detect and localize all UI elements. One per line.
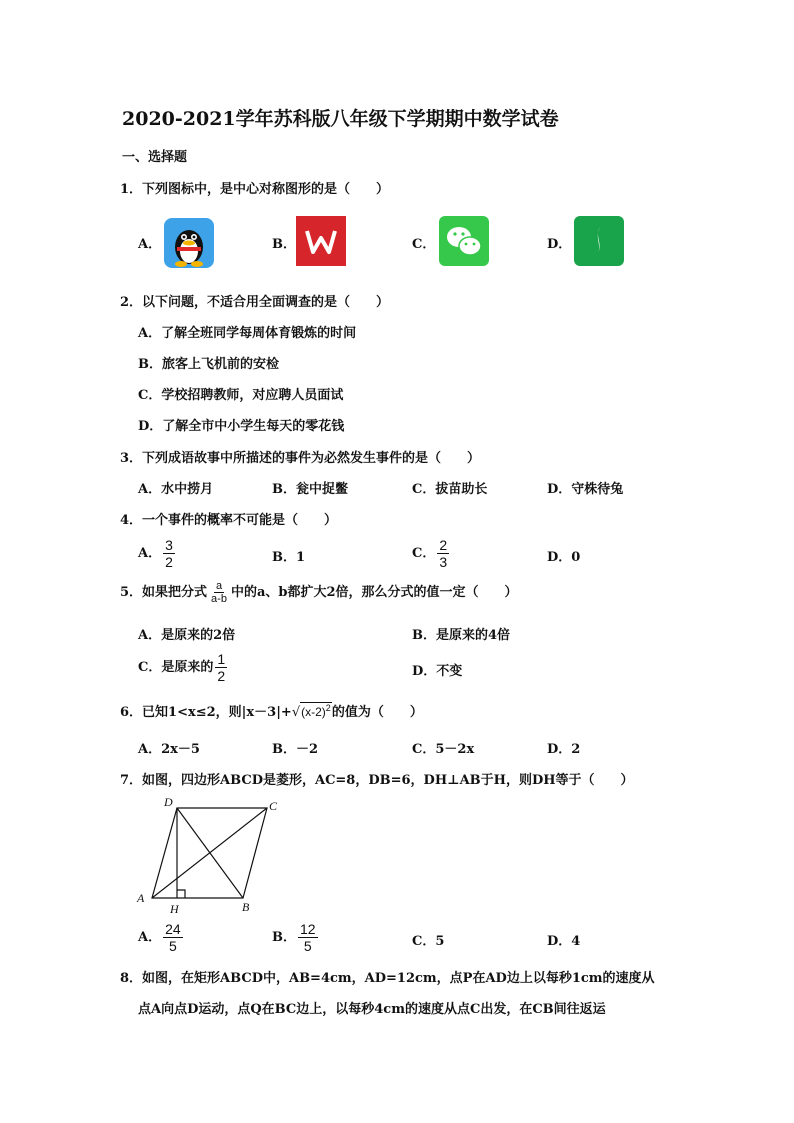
q5-option-d: D．不变 [412,664,463,679]
q7-option-a [138,921,185,954]
q4-c-denominator: 3 [439,554,448,570]
q4-option-b: B．1 [272,550,306,565]
q1-label-b: B． [272,237,296,252]
q6-radicand-text: (x-2) [301,705,326,719]
q7-fraction-a [163,921,183,954]
q5-c-denominator: 2 [217,668,226,684]
q6-stem-post: 的值为（ ） [331,705,423,720]
q7-label-a: A． [138,930,162,945]
q1-label-d: D． [547,237,572,252]
q3-stem: 3．下列成语故事中所描述的事件为必然发生事件的是（ ） [120,451,481,466]
q5-fraction-c [215,651,227,684]
q5-option-c [138,651,229,684]
q5-denominator: a-b [211,593,227,605]
q1-stem: 1．下列图标中，是中心对称图形的是（ ） [120,182,390,197]
wps-office-icon [296,216,346,266]
q4-label-a: A． [138,546,162,561]
q4-a-numerator: 3 [165,537,173,553]
page-title: 2020-2021学年苏科版八年级下学期期中数学试卷 [122,108,559,130]
q5-stem [120,580,518,605]
q4-option-c [412,537,451,570]
q6-option-b: B．－2 [272,742,319,757]
q7-stem: 7．如图，四边形ABCD是菱形，AC=8，DB=6，DH⊥AB于H，则DH等于（ ） [120,773,634,788]
q4-option-d: D．0 [547,550,581,565]
q7-b-numerator: 12 [300,921,316,937]
q5-stem-pre: 5．如果把分式 [120,585,208,600]
q6-exponent: 2 [325,703,331,713]
q7-b-denominator: 5 [303,938,312,954]
q7-a-denominator: 5 [168,938,177,954]
q2-option-a: A．了解全班同学每周体育锻炼的时间 [138,326,357,341]
q4-a-denominator: 2 [165,554,173,570]
q8-stem-line2: 点A向点D运动，点Q在BC边上，以每秒4cm的速度从点C出发，在CB间往返运 [138,1002,606,1017]
q5-option-c-text: C．是原来的 [138,660,214,675]
q6-stem-pre: 6．已知1<x≤2，则|x－3|+ [120,705,292,720]
point-c-label: C [269,799,278,813]
q6-radicand [300,702,332,719]
q6-option-c: C．5－2x [412,742,475,757]
point-a-label: A [137,891,145,905]
q3-option-a: A．水中捞月 [138,482,214,497]
right-angle-mark [177,890,185,898]
q7-fraction-b [298,921,318,954]
q7-a-numerator: 24 [165,921,181,937]
q3-option-b: B．瓮中捉鳖 [272,482,348,497]
wechat-icon [439,216,489,266]
point-h-label: H [170,902,179,916]
q4-option-a [138,537,177,570]
sqrt-radical-icon: √ [291,705,301,720]
q4-fraction-a [163,537,175,570]
q4-label-c: C． [412,546,436,561]
q6-stem [120,701,423,720]
q6-option-d: D．2 [547,742,581,757]
qq-penguin-icon [164,218,214,268]
q5-option-b: B．是原来的4倍 [412,628,511,643]
q7-option-b [272,921,320,954]
point-b-label: B [242,900,250,914]
q4-fraction-c [437,537,449,570]
rhombus-diagram [130,794,290,916]
q5-stem-post: 中的a、b都扩大2倍，那么分式的值一定（ ） [230,585,518,600]
q5-c-numerator: 1 [217,651,226,667]
q2-stem: 2．以下问题，不适合用全面调查的是（ ） [120,295,390,310]
q8-stem-line1: 8．如图，在矩形ABCD中，AB=4cm，AD=12cm，点P在AD边上以每秒1cm的速度从 [120,971,655,986]
q3-option-d: D．守株待兔 [547,482,624,497]
q4-stem: 4．一个事件的概率不可能是（ ） [120,513,338,528]
q5-numerator: a [215,580,223,592]
q2-option-d: D．了解全市中小学生每天的零花钱 [138,419,345,434]
diagonal-db [177,808,243,898]
point-d-label: D [164,795,173,809]
section-heading: 一、选择题 [122,150,188,165]
q6-option-a: A．2x－5 [138,742,200,757]
q3-option-c: C．拔苗助长 [412,482,488,497]
q1-label-c: C． [412,237,436,252]
q7-label-b: B． [272,930,296,945]
q2-option-b: B．旅客上飞机前的安检 [138,357,279,372]
q2-option-c: C．学校招聘教师，对应聘人员面试 [138,388,344,403]
q1-label-a: A． [138,237,162,252]
q5-fraction [209,580,229,605]
q4-c-numerator: 2 [439,537,448,553]
q5-option-a: A．是原来的2倍 [138,628,236,643]
q7-option-d: D．4 [547,934,581,949]
green-leaf-app-icon [574,216,624,266]
q7-option-c: C．5 [412,934,445,949]
